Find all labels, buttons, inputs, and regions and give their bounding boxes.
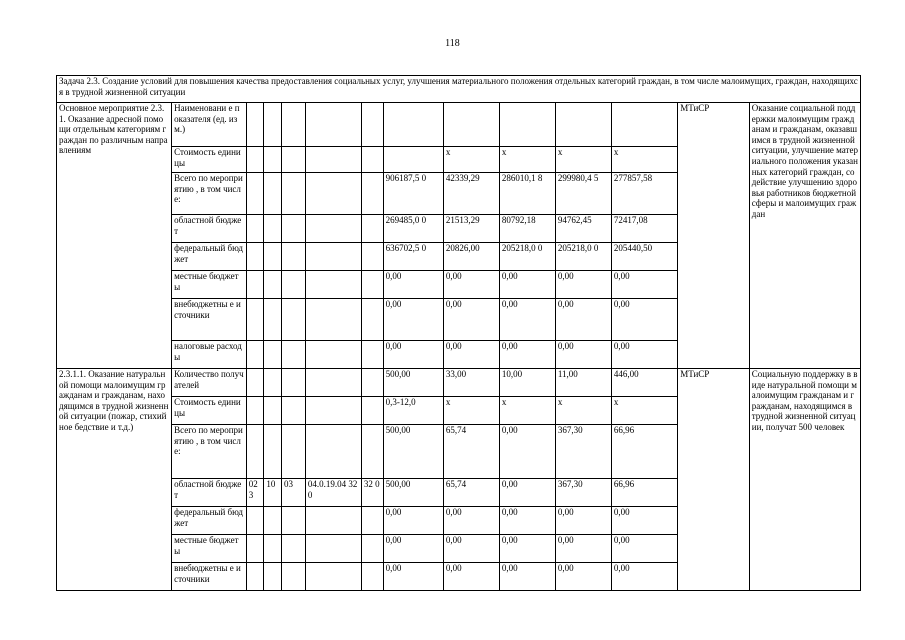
- value-cell: 205440,50: [611, 243, 677, 271]
- budget-code-cell: [264, 369, 282, 397]
- budget-code-cell: [282, 535, 306, 563]
- value-cell: х: [555, 147, 611, 173]
- budget-code-cell: 02 3: [246, 479, 264, 507]
- budget-code-cell: [305, 243, 361, 271]
- budget-code-cell: [282, 243, 306, 271]
- value-cell: 0,00: [383, 563, 443, 591]
- budget-code-cell: [282, 299, 306, 341]
- value-cell: х: [443, 397, 499, 425]
- value-cell: 0,00: [499, 271, 555, 299]
- value-cell: х: [443, 147, 499, 173]
- executor-cell: МТиСР: [678, 103, 750, 369]
- indicator-label-cell: областной бюджет: [172, 215, 247, 243]
- budget-code-cell: [264, 243, 282, 271]
- budget-code-cell: [282, 563, 306, 591]
- value-cell: 0,00: [611, 507, 677, 535]
- budget-code-cell: [264, 535, 282, 563]
- budget-code-cell: 03: [282, 479, 306, 507]
- value-cell: 65,74: [443, 425, 499, 479]
- expected-result-cell: Оказание социальной поддержки малоимущим гражданам и гражданам, оказавшимся в трудной жизненной ситуации, улучшение материального положения указанных категорий граждан, содействие улучшению здоровья работников бюджетной сферы и малоимущих граждан: [749, 103, 860, 369]
- indicator-label-cell: федеральный бюджет: [172, 243, 247, 271]
- value-cell: 11,00: [555, 369, 611, 397]
- budget-code-cell: [282, 147, 306, 173]
- budget-code-cell: [361, 563, 383, 591]
- value-cell: 0,00: [443, 507, 499, 535]
- value-cell: 94762,45: [555, 215, 611, 243]
- budget-code-cell: 04.0.19.04 320: [305, 479, 361, 507]
- value-cell: 0,00: [611, 341, 677, 369]
- budget-code-cell: [246, 425, 264, 479]
- value-cell: х: [611, 397, 677, 425]
- budget-code-cell: [246, 103, 264, 147]
- program-table: [56, 75, 861, 591]
- value-cell: 277857,58: [611, 173, 677, 215]
- budget-code-cell: [361, 425, 383, 479]
- expected-result-cell: Социальную поддержку в виде натуральной помощи малоимущим гражданам и гражданам, находящимся в трудной жизненной ситуации, получат 500 человек: [749, 369, 860, 591]
- value-cell: 0,00: [443, 341, 499, 369]
- value-cell: 0,00: [499, 535, 555, 563]
- budget-code-cell: [264, 173, 282, 215]
- budget-code-cell: [246, 369, 264, 397]
- value-cell: 0,00: [555, 271, 611, 299]
- page-number: 118: [445, 38, 460, 49]
- budget-code-cell: [361, 299, 383, 341]
- budget-code-cell: [305, 341, 361, 369]
- value-cell: 0,00: [499, 563, 555, 591]
- budget-code-cell: [361, 243, 383, 271]
- value-cell: 0,00: [555, 535, 611, 563]
- budget-code-cell: [305, 299, 361, 341]
- budget-code-cell: [264, 147, 282, 173]
- value-cell: 286010,1 8: [499, 173, 555, 215]
- value-cell: 0,00: [383, 535, 443, 563]
- value-cell: 500,00: [383, 479, 443, 507]
- budget-code-cell: [246, 299, 264, 341]
- budget-code-cell: [361, 369, 383, 397]
- budget-code-cell: [361, 173, 383, 215]
- budget-code-cell: [246, 507, 264, 535]
- budget-code-cell: [264, 425, 282, 479]
- value-cell: 10,00: [499, 369, 555, 397]
- budget-code-cell: [305, 147, 361, 173]
- value-cell: 0,00: [555, 563, 611, 591]
- indicator-label-cell: Количество получателей: [172, 369, 247, 397]
- value-cell: 205218,0 0: [499, 243, 555, 271]
- value-cell: 0,00: [499, 479, 555, 507]
- value-cell: 0,00: [555, 299, 611, 341]
- budget-code-cell: [282, 173, 306, 215]
- budget-code-cell: [246, 341, 264, 369]
- value-cell: 0,00: [443, 563, 499, 591]
- value-cell: 299980,4 5: [555, 173, 611, 215]
- value-cell: 0,3-12,0: [383, 397, 443, 425]
- budget-code-cell: 32 0: [361, 479, 383, 507]
- value-cell: 80792,18: [499, 215, 555, 243]
- budget-code-cell: [305, 425, 361, 479]
- indicator-label-cell: налоговые расходы: [172, 341, 247, 369]
- value-cell: х: [611, 147, 677, 173]
- budget-code-cell: [282, 215, 306, 243]
- value-cell: 72417,08: [611, 215, 677, 243]
- budget-code-cell: [264, 397, 282, 425]
- value-cell: 446,00: [611, 369, 677, 397]
- value-cell: 906187,5 0: [383, 173, 443, 215]
- budget-code-cell: [361, 271, 383, 299]
- budget-code-cell: [246, 173, 264, 215]
- indicator-label-cell: Стоимость единицы: [172, 147, 247, 173]
- budget-code-cell: [305, 507, 361, 535]
- budget-code-cell: 10: [264, 479, 282, 507]
- indicator-label-cell: внебюджетны е источники: [172, 563, 247, 591]
- value-cell: х: [499, 147, 555, 173]
- budget-code-cell: [264, 341, 282, 369]
- budget-code-cell: [305, 103, 361, 147]
- budget-code-cell: [305, 397, 361, 425]
- value-cell: 0,00: [499, 341, 555, 369]
- budget-code-cell: [361, 535, 383, 563]
- value-cell: 0,00: [383, 299, 443, 341]
- indicator-label-cell: Стоимость единицы: [172, 397, 247, 425]
- budget-code-cell: [282, 341, 306, 369]
- value-cell: х: [555, 397, 611, 425]
- budget-code-cell: [282, 507, 306, 535]
- value-cell: [443, 103, 499, 147]
- value-cell: 66,96: [611, 479, 677, 507]
- value-cell: 66,96: [611, 425, 677, 479]
- value-cell: 0,00: [555, 341, 611, 369]
- indicator-label-cell: Всего по мероприятию , в том числе:: [172, 173, 247, 215]
- budget-code-cell: [246, 397, 264, 425]
- value-cell: [499, 103, 555, 147]
- budget-code-cell: [264, 215, 282, 243]
- value-cell: х: [499, 397, 555, 425]
- activity-name-cell: Основное мероприятие 2.3.1. Оказание адресной помощи отдельным категориям граждан по различным направлениям: [57, 103, 172, 369]
- table-row: [57, 369, 861, 397]
- value-cell: 65,74: [443, 479, 499, 507]
- value-cell: 0,00: [499, 507, 555, 535]
- value-cell: [383, 147, 443, 173]
- value-cell: 636702,5 0: [383, 243, 443, 271]
- budget-code-cell: [282, 425, 306, 479]
- budget-code-cell: [246, 563, 264, 591]
- budget-code-cell: [305, 563, 361, 591]
- value-cell: 0,00: [383, 507, 443, 535]
- value-cell: 0,00: [555, 507, 611, 535]
- budget-code-cell: [282, 397, 306, 425]
- value-cell: [611, 103, 677, 147]
- budget-code-cell: [246, 215, 264, 243]
- value-cell: 20826,00: [443, 243, 499, 271]
- value-cell: 0,00: [611, 299, 677, 341]
- budget-code-cell: [361, 341, 383, 369]
- value-cell: 0,00: [611, 535, 677, 563]
- value-cell: 500,00: [383, 425, 443, 479]
- value-cell: 0,00: [499, 425, 555, 479]
- budget-code-cell: [305, 271, 361, 299]
- budget-code-cell: [264, 271, 282, 299]
- executor-cell: МТиСР: [678, 369, 750, 591]
- budget-code-cell: [282, 369, 306, 397]
- budget-code-cell: [305, 369, 361, 397]
- indicator-label-cell: областной бюджет: [172, 479, 247, 507]
- budget-code-cell: [264, 103, 282, 147]
- value-cell: 269485,0 0: [383, 215, 443, 243]
- budget-code-cell: [246, 147, 264, 173]
- value-cell: 367,30: [555, 479, 611, 507]
- indicator-label-cell: внебюджетны е источники: [172, 299, 247, 341]
- budget-code-cell: [264, 507, 282, 535]
- budget-code-cell: [361, 147, 383, 173]
- value-cell: [383, 103, 443, 147]
- budget-code-cell: [305, 215, 361, 243]
- value-cell: 42339,29: [443, 173, 499, 215]
- budget-code-cell: [246, 535, 264, 563]
- budget-code-cell: [246, 243, 264, 271]
- indicator-label-cell: федеральный бюджет: [172, 507, 247, 535]
- indicator-label-cell: местные бюджеты: [172, 271, 247, 299]
- value-cell: 33,00: [443, 369, 499, 397]
- value-cell: 0,00: [383, 341, 443, 369]
- value-cell: 21513,29: [443, 215, 499, 243]
- value-cell: 0,00: [443, 271, 499, 299]
- value-cell: 0,00: [443, 535, 499, 563]
- budget-code-cell: [305, 173, 361, 215]
- budget-code-cell: [264, 299, 282, 341]
- budget-code-cell: [282, 103, 306, 147]
- value-cell: 367,30: [555, 425, 611, 479]
- value-cell: 0,00: [611, 563, 677, 591]
- activity-name-cell: 2.3.1.1. Оказание натуральной помощи малоимущим гражданам и гражданам, находящимся в трудной жизненной ситуации (пожар, стихийное бедствие и т.д.): [57, 369, 172, 591]
- budget-code-cell: [305, 535, 361, 563]
- task-heading: Задача 2.3. Создание условий для повышения качества предоставления социальных услуг, улучшения материального положения отдельных категорий граждан, в том числе малоимущих, граждан, находящихся в трудной жизненной ситуации: [57, 76, 861, 103]
- value-cell: 0,00: [443, 299, 499, 341]
- value-cell: 0,00: [499, 299, 555, 341]
- budget-code-cell: [361, 397, 383, 425]
- budget-code-cell: [361, 103, 383, 147]
- value-cell: 500,00: [383, 369, 443, 397]
- value-cell: 0,00: [611, 271, 677, 299]
- budget-code-cell: [246, 271, 264, 299]
- indicator-label-cell: Всего по мероприятию , в том числе:: [172, 425, 247, 479]
- budget-code-cell: [361, 507, 383, 535]
- table-row: [57, 103, 861, 147]
- value-cell: 0,00: [383, 271, 443, 299]
- value-cell: 205218,0 0: [555, 243, 611, 271]
- budget-code-cell: [361, 215, 383, 243]
- indicator-label-cell: Наименовани е показателя (ед. изм.): [172, 103, 247, 147]
- budget-code-cell: [264, 563, 282, 591]
- indicator-label-cell: местные бюджеты: [172, 535, 247, 563]
- budget-code-cell: [282, 271, 306, 299]
- value-cell: [555, 103, 611, 147]
